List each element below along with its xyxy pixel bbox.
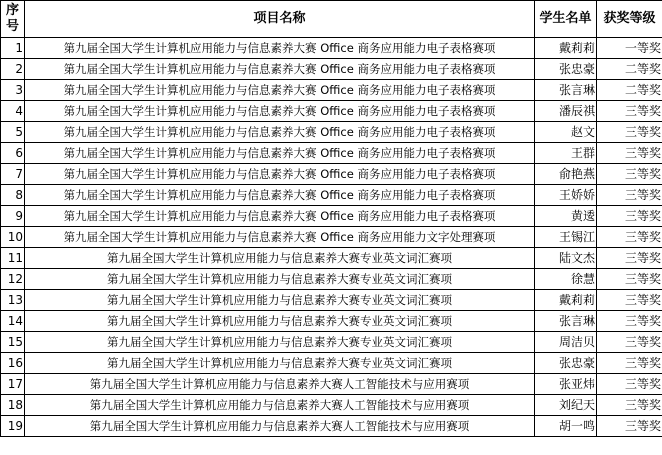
table-row (1, 416, 662, 437)
seq-cell: 19 (1, 416, 25, 437)
table-row (1, 185, 662, 206)
student-name-cell: 徐慧 (535, 269, 597, 290)
seq-cell: 11 (1, 248, 25, 269)
project-name-cell: 第九届全国大学生计算机应用能力与信息素养大赛 Office 商务应用能力电子表格赛项 (25, 59, 535, 80)
project-name-cell: 第九届全国大学生计算机应用能力与信息素养大赛 Office 商务应用能力电子表格赛项 (25, 185, 535, 206)
seq-cell: 3 (1, 80, 25, 101)
student-name-cell: 王锡江 (535, 227, 597, 248)
header-seq: 序号 (1, 1, 25, 38)
award-level-cell: 三等奖 (597, 395, 662, 416)
award-level-cell: 三等奖 (597, 311, 662, 332)
award-level-cell: 三等奖 (597, 101, 662, 122)
student-name-cell: 黄逶 (535, 206, 597, 227)
student-name-cell: 张亚炜 (535, 374, 597, 395)
student-name-cell: 俞艳燕 (535, 164, 597, 185)
student-name-cell: 胡一鸣 (535, 416, 597, 437)
table-row (1, 332, 662, 353)
award-level-cell: 三等奖 (597, 206, 662, 227)
seq-cell: 4 (1, 101, 25, 122)
project-name-cell: 第九届全国大学生计算机应用能力与信息素养大赛人工智能技术与应用赛项 (25, 416, 535, 437)
table-row (1, 164, 662, 185)
project-name-cell: 第九届全国大学生计算机应用能力与信息素养大赛专业英文词汇赛项 (25, 353, 535, 374)
table-row (1, 290, 662, 311)
student-name-cell: 刘纪天 (535, 395, 597, 416)
award-level-cell: 三等奖 (597, 143, 662, 164)
student-name-cell: 周洁贝 (535, 332, 597, 353)
seq-cell: 16 (1, 353, 25, 374)
award-level-cell: 三等奖 (597, 227, 662, 248)
project-name-cell: 第九届全国大学生计算机应用能力与信息素养大赛 Office 商务应用能力电子表格赛项 (25, 38, 535, 59)
seq-cell: 8 (1, 185, 25, 206)
seq-cell: 1 (1, 38, 25, 59)
student-name-cell: 戴莉莉 (535, 290, 597, 311)
student-name-cell: 陆文杰 (535, 248, 597, 269)
seq-cell: 10 (1, 227, 25, 248)
table-row (1, 353, 662, 374)
table-row (1, 59, 662, 80)
project-name-cell: 第九届全国大学生计算机应用能力与信息素养大赛人工智能技术与应用赛项 (25, 395, 535, 416)
project-name-cell: 第九届全国大学生计算机应用能力与信息素养大赛 Office 商务应用能力电子表格赛项 (25, 122, 535, 143)
project-name-cell: 第九届全国大学生计算机应用能力与信息素养大赛专业英文词汇赛项 (25, 290, 535, 311)
header-award: 获奖等级 (597, 1, 662, 38)
project-name-cell: 第九届全国大学生计算机应用能力与信息素养大赛 Office 商务应用能力电子表格赛项 (25, 164, 535, 185)
award-level-cell: 二等奖 (597, 59, 662, 80)
award-level-cell: 三等奖 (597, 164, 662, 185)
student-name-cell: 赵文 (535, 122, 597, 143)
award-level-cell: 三等奖 (597, 185, 662, 206)
student-name-cell: 王群 (535, 143, 597, 164)
student-name-cell: 张忠豪 (535, 59, 597, 80)
header-project: 项目名称 (25, 1, 535, 38)
table-row (1, 311, 662, 332)
award-level-cell: 三等奖 (597, 353, 662, 374)
award-level-cell: 一等奖 (597, 38, 662, 59)
project-name-cell: 第九届全国大学生计算机应用能力与信息素养大赛人工智能技术与应用赛项 (25, 374, 535, 395)
project-name-cell: 第九届全国大学生计算机应用能力与信息素养大赛 Office 商务应用能力文字处理赛项 (25, 227, 535, 248)
project-name-cell: 第九届全国大学生计算机应用能力与信息素养大赛 Office 商务应用能力电子表格赛项 (25, 101, 535, 122)
student-name-cell: 王娇娇 (535, 185, 597, 206)
project-name-cell: 第九届全国大学生计算机应用能力与信息素养大赛专业英文词汇赛项 (25, 248, 535, 269)
student-name-cell: 潘辰祺 (535, 101, 597, 122)
award-level-cell: 三等奖 (597, 416, 662, 437)
project-name-cell: 第九届全国大学生计算机应用能力与信息素养大赛专业英文词汇赛项 (25, 332, 535, 353)
project-name-cell: 第九届全国大学生计算机应用能力与信息素养大赛 Office 商务应用能力电子表格赛项 (25, 143, 535, 164)
seq-cell: 9 (1, 206, 25, 227)
table-row (1, 395, 662, 416)
seq-cell: 7 (1, 164, 25, 185)
table-row (1, 206, 662, 227)
table-row (1, 374, 662, 395)
award-level-cell: 三等奖 (597, 290, 662, 311)
project-name-cell: 第九届全国大学生计算机应用能力与信息素养大赛专业英文词汇赛项 (25, 269, 535, 290)
seq-cell: 18 (1, 395, 25, 416)
table-row (1, 227, 662, 248)
table-row (1, 122, 662, 143)
student-name-cell: 张言琳 (535, 80, 597, 101)
award-level-cell: 三等奖 (597, 122, 662, 143)
project-name-cell: 第九届全国大学生计算机应用能力与信息素养大赛 Office 商务应用能力电子表格赛项 (25, 80, 535, 101)
header-student: 学生名单 (535, 1, 597, 38)
project-name-cell: 第九届全国大学生计算机应用能力与信息素养大赛专业英文词汇赛项 (25, 311, 535, 332)
table-row (1, 38, 662, 59)
seq-cell: 13 (1, 290, 25, 311)
student-name-cell: 张忠豪 (535, 353, 597, 374)
table-row (1, 101, 662, 122)
project-name-cell: 第九届全国大学生计算机应用能力与信息素养大赛 Office 商务应用能力电子表格赛项 (25, 206, 535, 227)
seq-cell: 17 (1, 374, 25, 395)
seq-cell: 6 (1, 143, 25, 164)
header-row (1, 1, 662, 38)
table-row (1, 248, 662, 269)
award-level-cell: 三等奖 (597, 269, 662, 290)
seq-cell: 12 (1, 269, 25, 290)
table-row (1, 80, 662, 101)
student-name-cell: 张言琳 (535, 311, 597, 332)
table-body (1, 38, 662, 437)
table-row (1, 269, 662, 290)
student-name-cell: 戴莉莉 (535, 38, 597, 59)
seq-cell: 15 (1, 332, 25, 353)
seq-cell: 14 (1, 311, 25, 332)
table-row (1, 143, 662, 164)
award-level-cell: 二等奖 (597, 80, 662, 101)
award-level-cell: 三等奖 (597, 374, 662, 395)
seq-cell: 5 (1, 122, 25, 143)
award-level-cell: 三等奖 (597, 248, 662, 269)
seq-cell: 2 (1, 59, 25, 80)
award-level-cell: 三等奖 (597, 332, 662, 353)
